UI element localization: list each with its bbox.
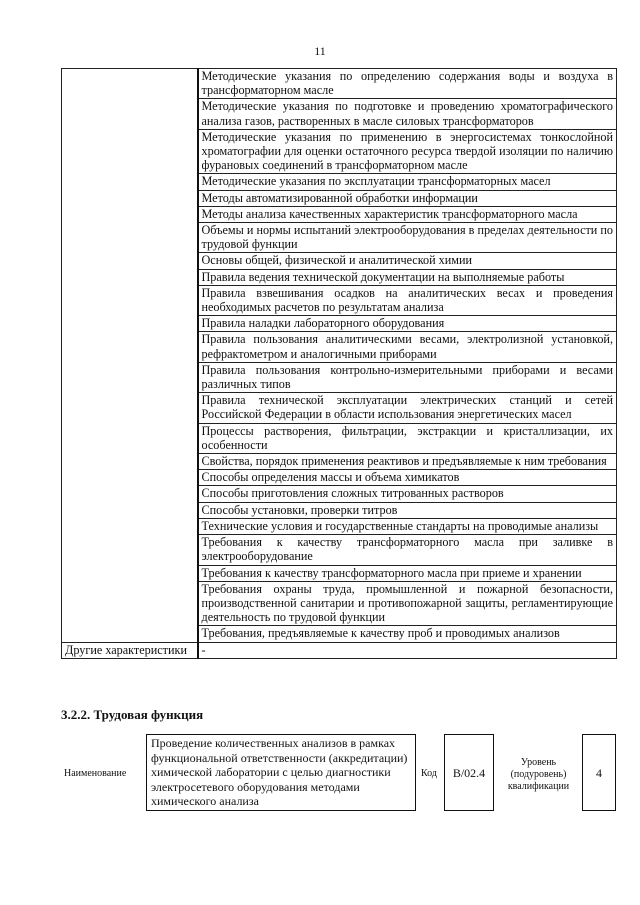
table-cell: Требования, предъявляемые к качеству проб и проводимых анализов <box>198 626 617 642</box>
other-characteristics-value: - <box>198 642 617 658</box>
code-box: B/02.4 <box>444 734 494 811</box>
table-cell: Методы автоматизированной обработки информации <box>198 190 617 206</box>
table-cell: Методы анализа качественных характеристик трансформаторного масла <box>198 206 617 222</box>
table-cell: Свойства, порядок применения реактивов и предъявляемые к ним требования <box>198 454 617 470</box>
table-cell: Технические условия и государственные стандарты на проводимые анализы <box>198 518 617 534</box>
table-cell: Методические указания по определению содержания воды и воздуха в трансформаторном масле <box>198 69 617 99</box>
table-cell: Правила технической эксплуатации электрических станций и сетей Российской Федерации в области использования энергетических масел <box>198 393 617 423</box>
table-cell: Требования охраны труда, промышленной и пожарной безопасности, производственной санитарии и противопожарной защиты, регламентирующие деятельность по трудовой функции <box>198 581 617 626</box>
knowledge-table <box>61 68 617 659</box>
table-cell: Правила пользования аналитическими весами, электролизной установкой, рефрактометром и аналогичными приборами <box>198 332 617 362</box>
other-characteristics-label: Другие характеристики <box>62 642 198 658</box>
table-cell: Требования к качеству трансформаторного масла при приеме и хранении <box>198 565 617 581</box>
qualification-level-label: Уровень (подуровень) квалификации <box>507 757 570 792</box>
table-cell: Требования к качеству трансформаторного масла при заливке в электрооборудование <box>198 535 617 565</box>
table-cell: Правила взвешивания осадков на аналитических весах и проведения необходимых расчетов по результатам анализа <box>198 285 617 315</box>
qualification-level-box: 4 <box>582 734 616 811</box>
table-row-other <box>62 642 617 658</box>
table-cell: Основы общей, физической и аналитической химии <box>198 253 617 269</box>
section-title: 3.2.2. Трудовая функция <box>61 707 204 722</box>
table-cell: Правила пользования контрольно-измерительными приборами и весами различных типов <box>198 362 617 392</box>
name-label: Наименование <box>64 768 127 779</box>
page-number: 11 <box>314 44 326 58</box>
table-cell: Методические указания по подготовке и проведению хроматографического анализа газов, растворенных в масле силовых трансформаторов <box>198 99 617 129</box>
table-cell: Методические указания по применению в энергосистемах тонкослойной хроматографии для оценки остаточного ресурса твердой изоляции по наличию фурановых соединений в трансформаторном масле <box>198 129 617 174</box>
table-row <box>62 69 617 99</box>
table-left-empty-cell <box>62 69 198 643</box>
table-cell: Объемы и нормы испытаний электрооборудования в пределах деятельности по трудовой функции <box>198 223 617 253</box>
table-cell: Методические указания по эксплуатации трансформаторных масел <box>198 174 617 190</box>
function-name-box: Проведение количественных анализов в рамках функциональной ответственности (аккредитации) химической лаборатории с целью диагностики электросетевого оборудования методами химического анализа <box>146 734 416 811</box>
table-cell: Способы приготовления сложных титрованных растворов <box>198 486 617 502</box>
table-cell: Правила наладки лабораторного оборудования <box>198 316 617 332</box>
table-cell: Способы установки, проверки титров <box>198 502 617 518</box>
table-cell: Правила ведения технической документации на выполняемые работы <box>198 269 617 285</box>
table-cell: Процессы растворения, фильтрации, экстракции и кристаллизации, их особенности <box>198 423 617 453</box>
code-label: Код <box>421 768 437 779</box>
table-cell: Способы определения массы и объема химикатов <box>198 470 617 486</box>
